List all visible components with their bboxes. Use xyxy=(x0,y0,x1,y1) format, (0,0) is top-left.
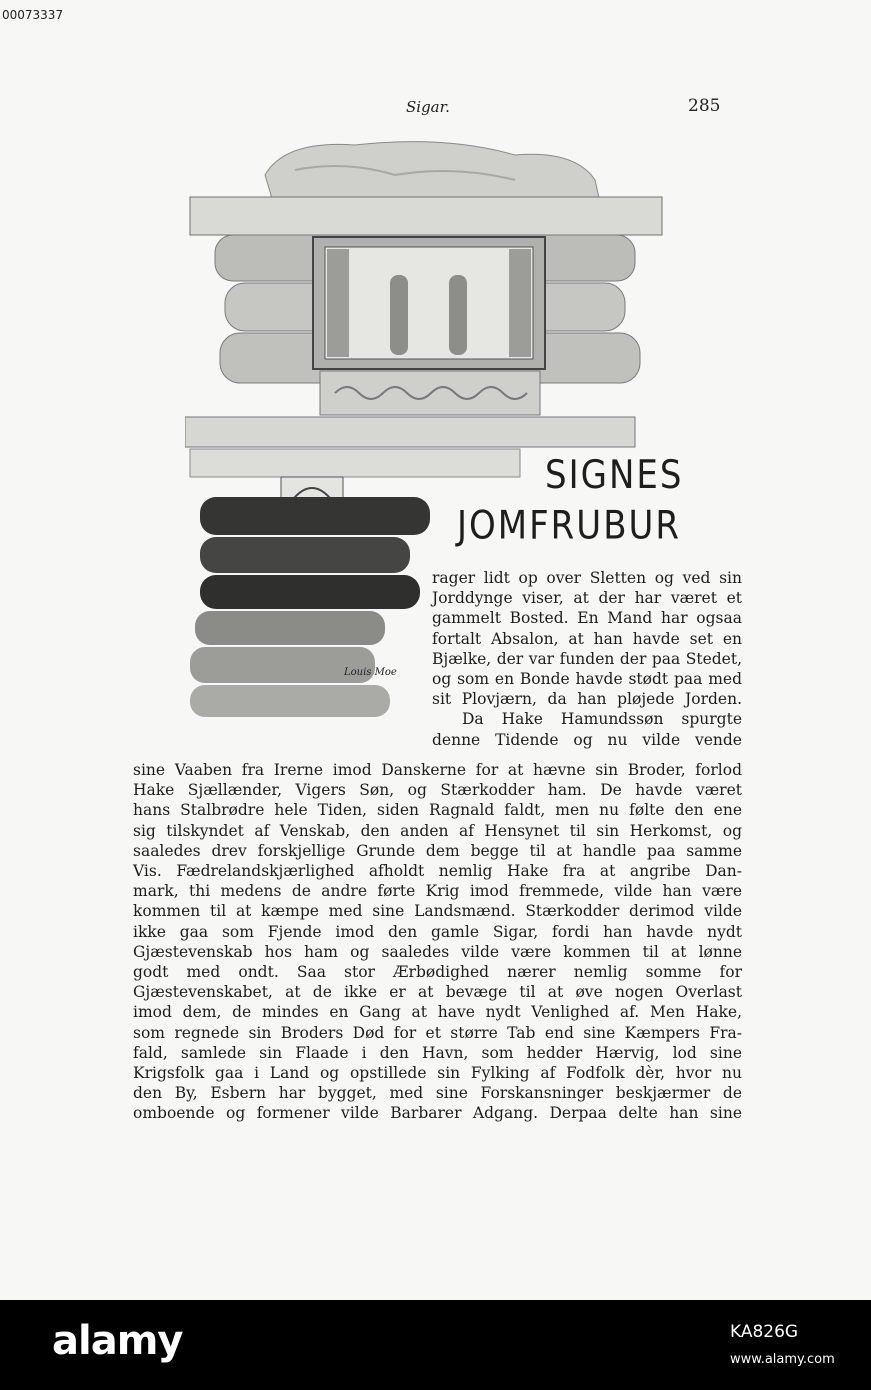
text-line: kommen til at kæmpe med sine Landsmænd. Stærkodder derimod vilde xyxy=(133,902,742,921)
text-line: Vis. Fædrelandskjærlighed afholdt nemlig Hake fra at angribe Dan- xyxy=(133,862,742,881)
text-line: Bjælke, der var funden der paa Stedet, xyxy=(432,649,742,668)
text-line: Hake Sjællænder, Vigers Søn, og Stærkodder ham. De havde været xyxy=(133,781,742,800)
text-line: saaledes drev forskjellige Grunde dem begge til at handle paa samme xyxy=(133,841,742,860)
page-number: 285 xyxy=(688,96,721,116)
title-line-2: JOMFRUBUR xyxy=(457,502,682,549)
stock-url: www.alamy.com xyxy=(730,1352,835,1367)
text-line: sine Vaaben fra Irerne imod Danskerne for at hævne sin Broder, forlod xyxy=(133,761,742,779)
text-line: gammelt Bosted. En Mand har ogsaa xyxy=(432,609,742,628)
text-line: Da Hake Hamundssøn spurgte xyxy=(462,710,742,729)
illustration-title xyxy=(457,450,684,551)
text-line: mark, thi medens de andre førte Krig imod fremmede, vilde han være xyxy=(133,882,742,901)
text-line: Gjæstevenskab hos ham og saaledes vilde være kommen til at lønne xyxy=(133,942,742,961)
text-line: som regnede sin Broders Død for et større Tab end sine Kæmpers Fra- xyxy=(133,1023,742,1042)
stock-image-id: KA826G xyxy=(730,1322,799,1342)
text-line: hans Stalbrødre hele Tiden, siden Ragnald faldt, men nu følte den ene xyxy=(133,801,742,820)
image-id-label: 00073337 xyxy=(2,8,64,22)
text-line: Krigsfolk gaa i Land og opstillede sin Fylking af Fodfolk dèr, hvor nu xyxy=(133,1064,742,1083)
text-line: Jorddynge viser, at der har været et xyxy=(432,589,742,608)
title-line-1: SIGNES xyxy=(545,452,684,499)
text-line: rager lidt op over Sletten og ved sin xyxy=(432,569,742,587)
artist-signature: Louis Moe xyxy=(344,667,397,678)
text-line: Gjæstevenskabet, at de ikke er at bevæge til at øve nogen Overlast xyxy=(133,983,742,1002)
text-line: godt med ondt. Saa stor Ærbødighed nærer nemlig somme for xyxy=(133,963,742,982)
text-line: ikke gaa som Fjende imod den gamle Sigar, fordi han havde nydt xyxy=(133,922,742,941)
text-line: denne Tidende og nu vilde vende xyxy=(432,730,742,749)
text-line: fortalt Absalon, at han havde set en xyxy=(432,629,742,648)
alamy-logo: alamy xyxy=(52,1318,183,1364)
text-line: imod dem, de mindes en Gang at have nydt Venlighed af. Men Hake, xyxy=(133,1003,742,1022)
right-column-text xyxy=(432,568,742,750)
running-head: Sigar. xyxy=(406,98,450,116)
text-line: den By, Esbern har bygget, med sine Forskansninger beskjærmer de xyxy=(133,1084,742,1103)
text-line: sit Plovjærn, da han pløjede Jorden. xyxy=(432,690,742,709)
text-line: omboende og formener vilde Barbarer Adgang. Derpaa delte han sine xyxy=(133,1104,742,1123)
text-line: fald, samlede sin Flaade i den Havn, som hedder Hærvig, lod sine xyxy=(133,1043,742,1062)
body-text xyxy=(133,760,742,1124)
text-line: sig tilskyndet af Venskab, den anden af Hensynet til sin Herkomst, og xyxy=(133,821,742,840)
text-line: og som en Bonde havde stødt paa med xyxy=(432,670,742,689)
